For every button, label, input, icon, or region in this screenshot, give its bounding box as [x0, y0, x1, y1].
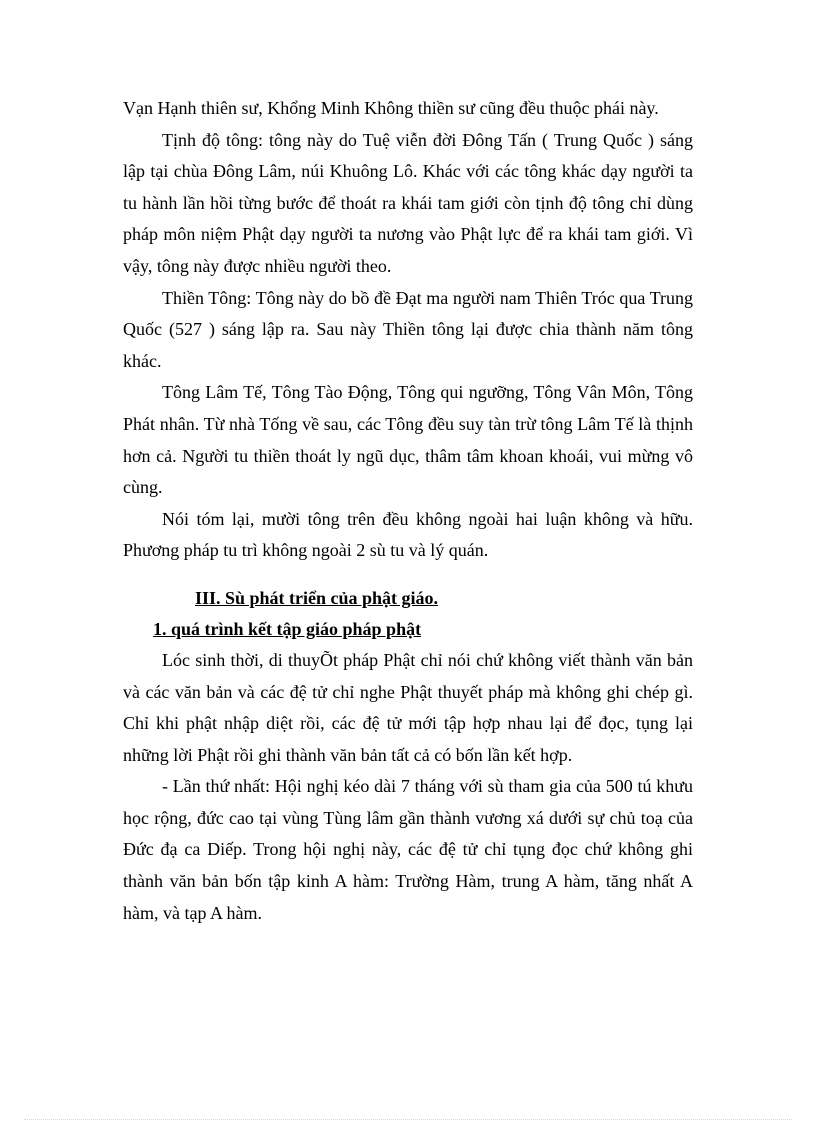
- paragraph-nam-tong: Tông Lâm Tế, Tông Tào Động, Tông qui ngưỡng, Tông Vân Môn, Tông Phát nhân. Từ nhà Tống về sau, các Tông đều suy tàn trừ tông Lâm Tế là thịnh hơn cả. Người tu thiền thoát ly ngũ dục, thâm tâm khoan khoái, vui mừng vô cùng.: [123, 382, 693, 498]
- page-bottom-divider: [24, 1119, 792, 1120]
- paragraph-lan-thu-nhat: - Lần thứ nhất: Hội nghị kéo dài 7 tháng với sù tham gia của 500 tú khưu học rộng, đức cao tại vùng Tùng lâm gần thành vương xá dưới sự chủ toạ của Đức đạ ca Diếp. Trong hội nghị này, các đệ tử chỉ tụng đọc chứ không ghi thành văn bản bốn tập kinh A hàm: Trường Hàm, trung A hàm, tăng nhất A hàm, và tạp A hàm.: [123, 776, 693, 923]
- paragraph-thien-tong: Thiền Tông: Tông này do bồ đề Đạt ma người nam Thiên Tróc qua Trung Quốc (527 ) sáng lập ra. Sau này Thiền tông lại được chia thành năm tông khác.: [123, 287, 693, 371]
- paragraph-tinh-do-tong: Tịnh độ tông: tông này do Tuệ viễn đời Đông Tấn ( Trung Quốc ) sáng lập tại chùa Đông Lâm, núi Khuông Lô. Khác với các tông khác dạy người ta tu hành lần hồi từng bước để thoát ra khái tam giới còn tịnh độ tông chỉ dùng pháp môn niệm Phật dạy người ta nương vào Phật lực để ra khái tam giới. Vì vậy, tông này được nhiều người theo.: [123, 129, 693, 276]
- section-heading: III. Sù phát triển của phật giáo.: [195, 587, 439, 608]
- paragraph-sinh-thoi: Lóc sinh thời, di thuyÕt pháp Phật chỉ nói chứ không viết thành văn bản và các văn bản và các đệ tử chỉ nghe Phật thuyết pháp mà không ghi chép gì. Chỉ khi phật nhập diệt rồi, các đệ tử mới tập hợp nhau lại để đọc, tụng lại những lời Phật rồi ghi thành văn bản tất cả có bốn lần kết hợp.: [123, 649, 693, 765]
- subsection-heading: 1. quá trình kết tập giáo pháp phật: [153, 618, 422, 639]
- document-body: [123, 93, 693, 929]
- paragraph-continuation: Vạn Hạnh thiên sư, Khổng Minh Không thiền sư cũng đều thuộc phái này.: [123, 98, 659, 118]
- paragraph-tom-lai: Nói tóm lại, mười tông trên đều không ngoài hai luận không và hữu. Phương pháp tu trì không ngoài 2 sù tu và lý quán.: [123, 508, 693, 561]
